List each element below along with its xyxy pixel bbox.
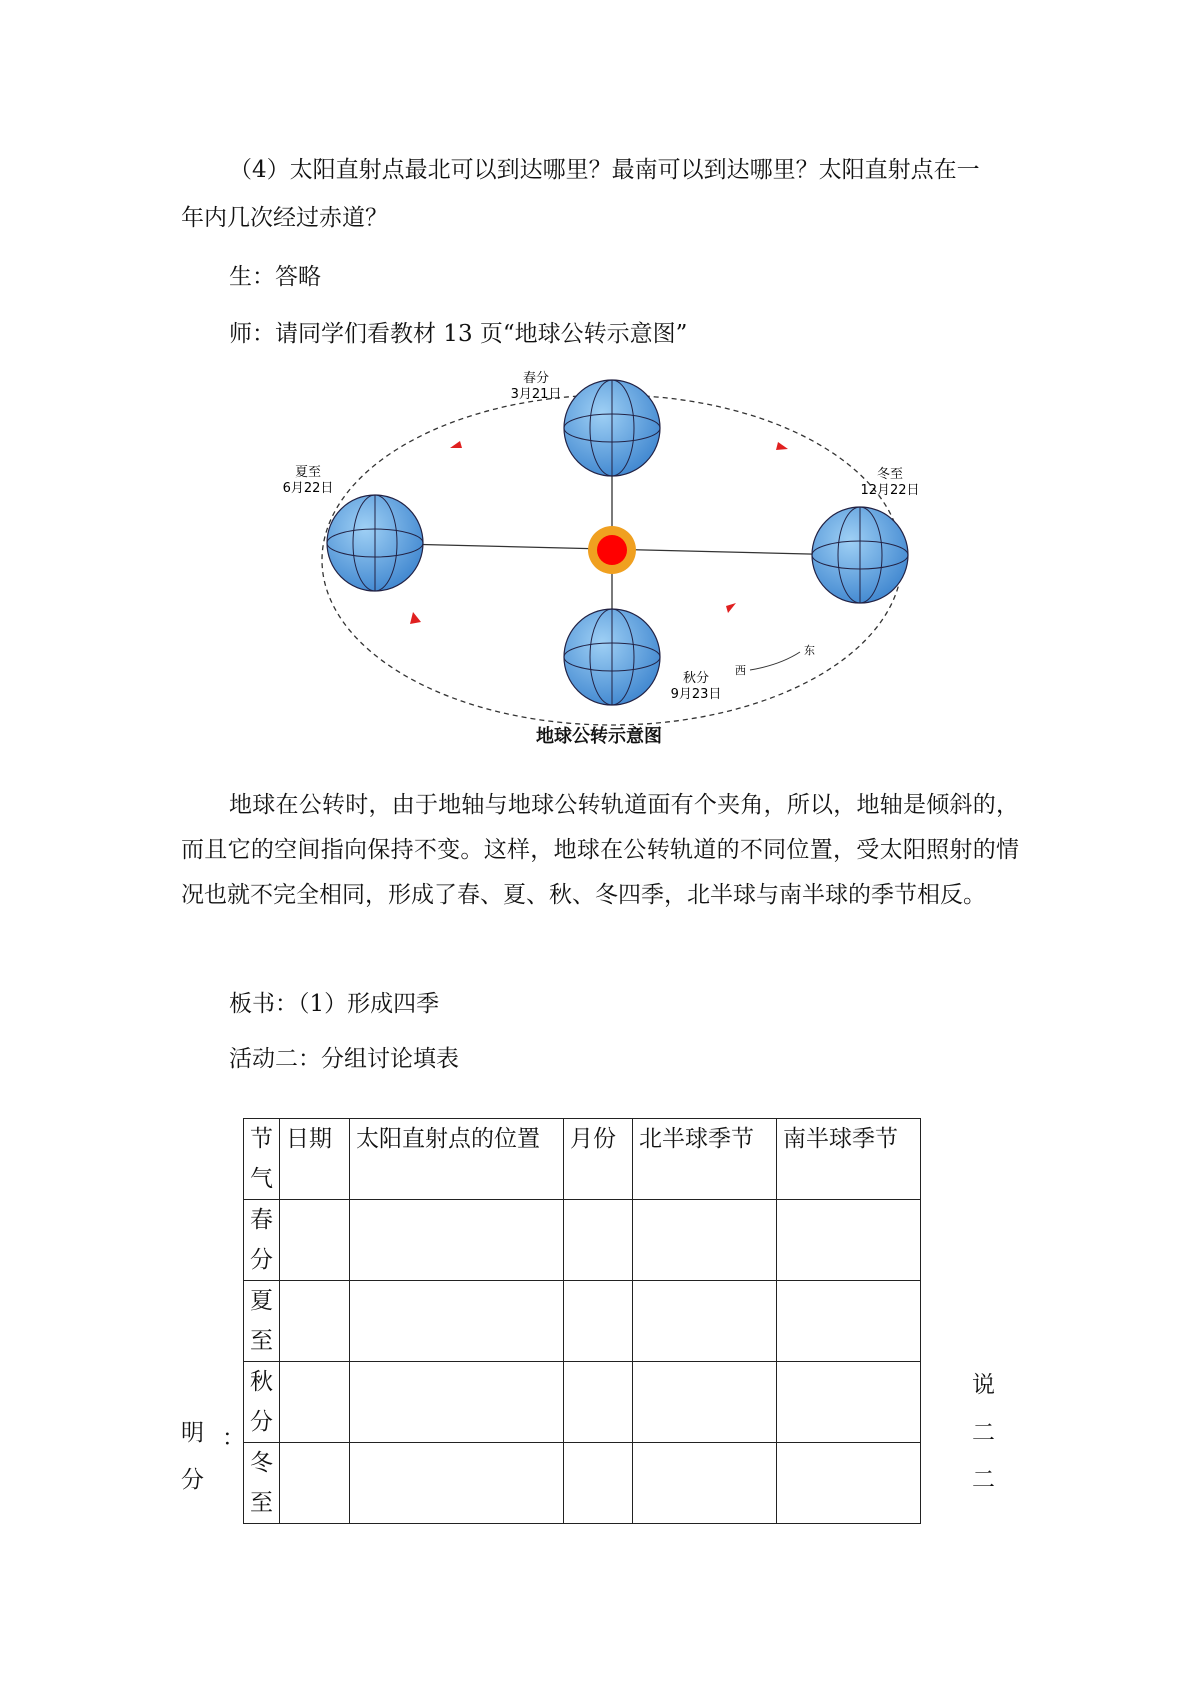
label-spring-date: 3月21日 — [510, 387, 562, 402]
table-cell[interactable] — [777, 1362, 921, 1443]
side-note-left-colon: ： — [222, 1425, 245, 1451]
globe-summer — [327, 495, 423, 591]
table-cell[interactable] — [633, 1200, 777, 1281]
header-cell: 节气 — [244, 1119, 280, 1200]
table-header-row — [244, 1119, 921, 1200]
table-row — [244, 1443, 921, 1524]
header-cell: 日期 — [280, 1119, 350, 1200]
table-row — [244, 1200, 921, 1281]
row-label: 秋分 — [244, 1362, 280, 1443]
orbit-arrow-icon — [726, 603, 736, 613]
side-note-left-2: 分 — [181, 1467, 204, 1493]
side-note-right-1: 说 — [972, 1372, 995, 1398]
row-label: 冬至 — [244, 1443, 280, 1524]
student-reply: 生：答略 — [229, 264, 321, 290]
table-cell[interactable] — [564, 1362, 633, 1443]
label-winter-date: 12月22日 — [860, 483, 920, 498]
table-cell[interactable] — [564, 1443, 633, 1524]
explanation-paragraph: 地球在公转时，由于地轴与地球公转轨道面有个夹角，所以，地轴是倾斜的，而且它的空间指向保持不变。这样，地球在公转轨道的不同位置，受太阳照射的情况也就不完全相同，形成了春、夏、秋、冬四季，北半球与南半球的季节相反。 — [181, 792, 1019, 908]
board-note: 板书：（1）形成四季 — [229, 991, 440, 1017]
side-note-left-1: 明 — [181, 1420, 204, 1446]
table-cell[interactable] — [350, 1362, 564, 1443]
orbit-arrow-icon — [450, 441, 462, 448]
table-cell[interactable] — [564, 1281, 633, 1362]
question-line-2: 年内几次经过赤道？ — [181, 205, 388, 231]
question-line-1: （4）太阳直射点最北可以到达哪里？最南可以到达哪里？太阳直射点在一 — [229, 157, 980, 183]
label-east: 东 — [804, 644, 815, 657]
label-spring-name: 春分 — [522, 371, 550, 386]
table-cell[interactable] — [564, 1200, 633, 1281]
globe-spring — [564, 380, 660, 476]
table-row — [244, 1281, 921, 1362]
row-label: 春分 — [244, 1200, 280, 1281]
side-note-right-2: 二 — [972, 1420, 995, 1446]
label-west: 西 — [735, 664, 746, 677]
header-cell: 北半球季节 — [633, 1119, 777, 1200]
table-cell[interactable] — [280, 1281, 350, 1362]
label-summer-name: 夏至 — [294, 465, 322, 480]
table-cell[interactable] — [777, 1200, 921, 1281]
header-cell: 太阳直射点的位置 — [350, 1119, 564, 1200]
table-cell[interactable] — [280, 1200, 350, 1281]
rotation-arrow-icon — [750, 652, 800, 670]
table-cell[interactable] — [350, 1200, 564, 1281]
globe-winter — [812, 507, 908, 603]
table-cell[interactable] — [777, 1443, 921, 1524]
sun-icon — [588, 526, 636, 574]
table-cell[interactable] — [633, 1443, 777, 1524]
orbit-arrow-icon — [776, 442, 788, 450]
table-cell[interactable] — [280, 1443, 350, 1524]
table-cell[interactable] — [350, 1281, 564, 1362]
header-cell: 月份 — [564, 1119, 633, 1200]
teacher-prompt: 师：请同学们看教材 13 页“地球公转示意图” — [229, 321, 688, 347]
season-table — [243, 1118, 921, 1524]
header-cell: 南半球季节 — [777, 1119, 921, 1200]
label-autumn-name: 秋分 — [682, 671, 710, 686]
table-cell[interactable] — [777, 1281, 921, 1362]
figure-caption: 地球公转示意图 — [536, 726, 662, 747]
label-autumn-date: 9月23日 — [670, 687, 722, 702]
side-note-right-3: 二 — [972, 1467, 995, 1493]
earth-orbit-figure — [282, 360, 950, 740]
activity-title: 活动二：分组讨论填表 — [229, 1046, 459, 1072]
table-cell[interactable] — [633, 1281, 777, 1362]
globe-autumn — [564, 609, 660, 705]
orbit-arrow-icon — [410, 612, 421, 624]
label-summer-date: 6月22日 — [282, 481, 334, 496]
table-cell[interactable] — [280, 1362, 350, 1443]
row-label: 夏至 — [244, 1281, 280, 1362]
table-row — [244, 1362, 921, 1443]
table-cell[interactable] — [633, 1362, 777, 1443]
table-cell[interactable] — [350, 1443, 564, 1524]
label-winter-name: 冬至 — [876, 467, 904, 482]
